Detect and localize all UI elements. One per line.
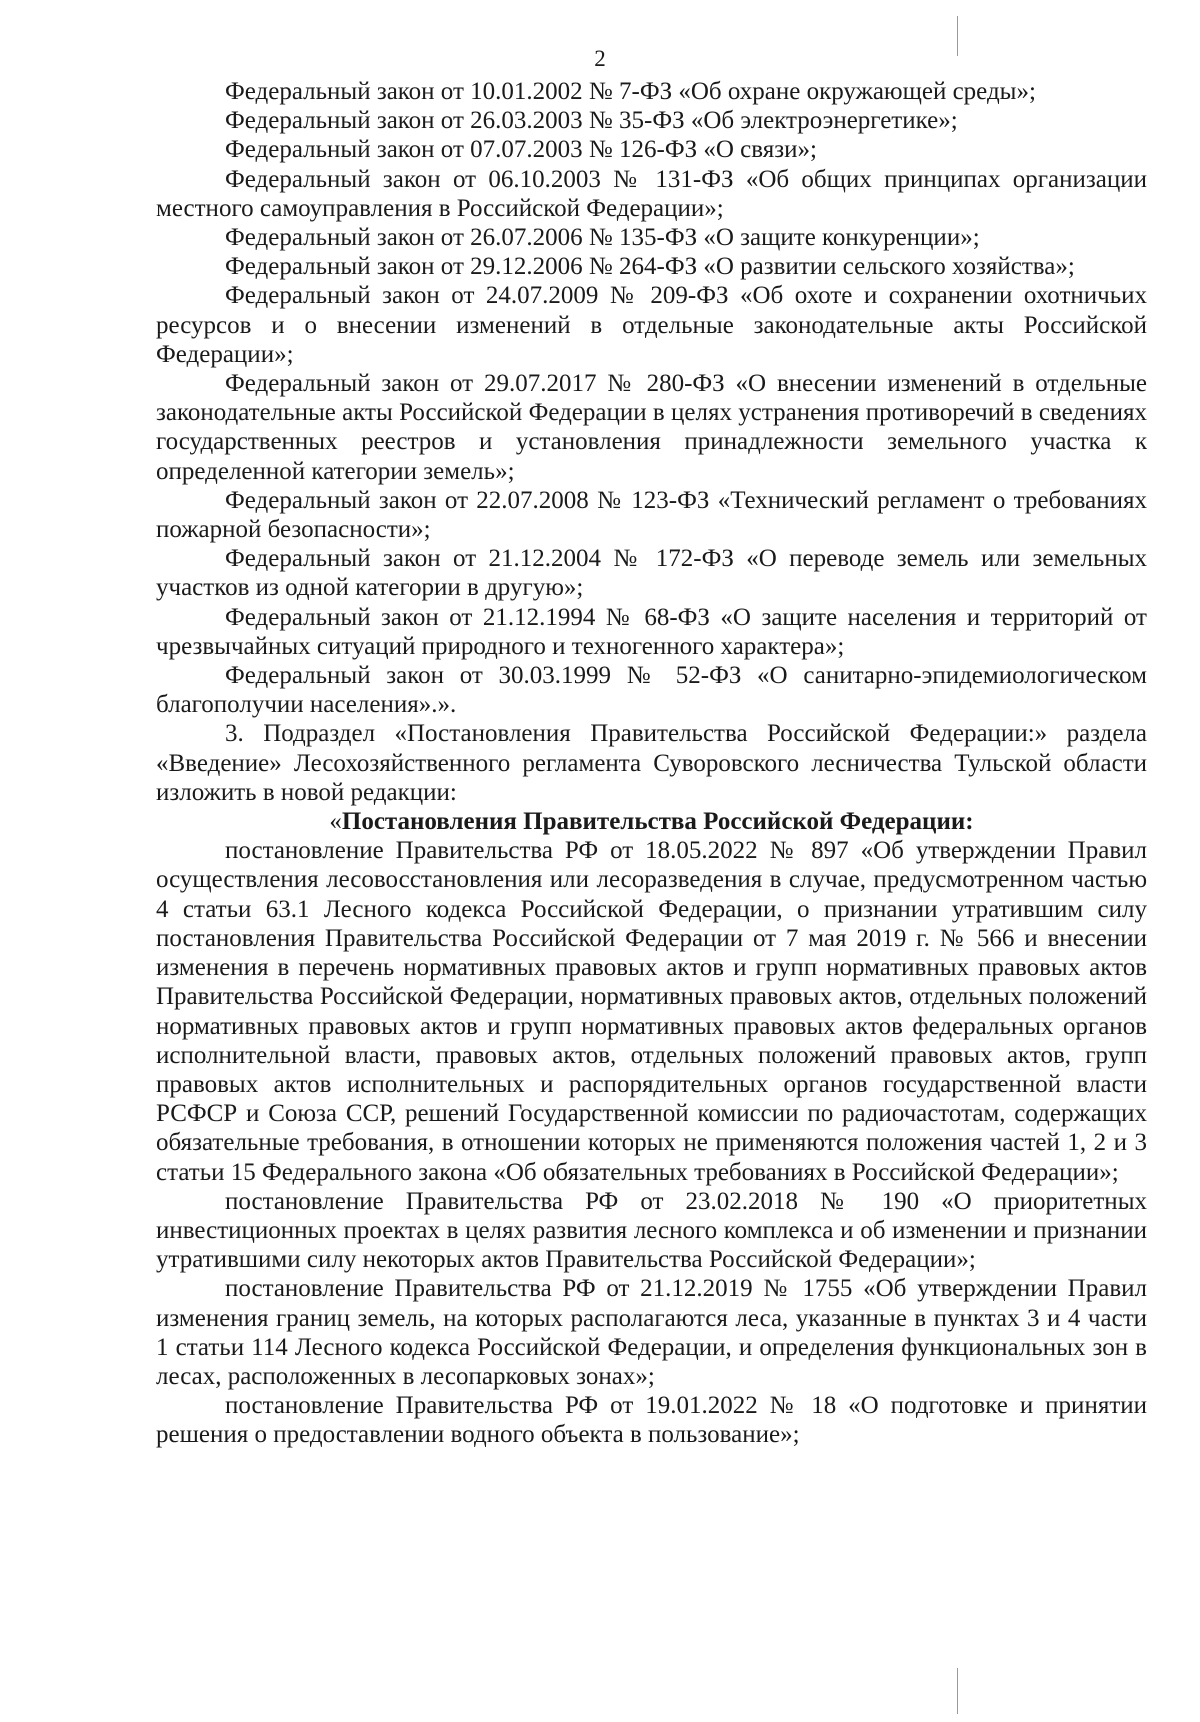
resolution-item: постановление Правительства РФ от 18.05.2022 № 897 «Об утверждении Правил осуществления лесовосстановления или лесоразведения в случае, предусмотренном частью 4 статьи 63.1 Лесного кодекса Российской Федерации, о признании утратившим силу постановления Правительства Российской Федерации от 7 мая 2019 г. № 566 и внесении изменения в перечень нормативных правовых актов и групп нормативных правовых актов Правительства Российской Федерации, нормативных правовых актов, отдельных положений нормативных правовых актов и групп нормативных правовых актов федеральных органов исполнительной власти, правовых актов, отдельных положений правовых актов, групп правовых актов исполнительных и распорядительных органов государственной власти РСФСР и Союза ССР, решений Государственной комиссии по радиочастотам, содержащих обязательные требования, в отношении которых не применяются положения частей 1, 2 и 3 статьи 15 Федерального закона «Об обязательных требованиях в Российской Федерации»;: [156, 837, 1147, 1186]
law-item: Федеральный закон от 29.12.2006 № 264-ФЗ «О развитии сельского хозяйства»;: [225, 253, 1075, 281]
law-item: Федеральный закон от 24.07.2009 № 209-ФЗ «Об охоте и сохранении охотничьих ресурсов и о внесении изменений в отдельные законодательные акты Российской Федерации»;: [156, 282, 1147, 368]
heading-open-quote: «: [329, 808, 342, 836]
scan-artifact-line: [957, 1668, 958, 1714]
resolution-item: постановление Правительства РФ от 21.12.2019 № 1755 «Об утверждении Правил изменения границ земель, на которых располагаются леса, указанные в пунктах 3 и 4 части 1 статьи 114 Лесного кодекса Российской Федерации, и определения функциональных зон в лесах, расположенных в лесопарковых зонах»;: [156, 1275, 1147, 1390]
heading-title: Постановления Правительства Российской Федерации:: [341, 808, 974, 836]
resolution-item: постановление Правительства РФ от 23.02.2018 № 190 «О приоритетных инвестиционных проектах в целях развития лесного комплекса и об изменении и признании утратившими силу некоторых актов Правительства Российской Федерации»;: [156, 1187, 1147, 1274]
law-item: Федеральный закон от 10.01.2002 № 7-ФЗ «Об охране окружающей среды»;: [225, 78, 1036, 105]
law-item: Федеральный закон от 06.10.2003 № 131-ФЗ «Об общих принципах организации местного самоуправления в Российской Федерации»;: [156, 165, 1147, 222]
law-item: Федеральный закон от 21.12.2004 № 172-ФЗ «О переводе земель или земельных участков из одной категории в другую»;: [156, 545, 1147, 602]
law-item: Федеральный закон от 21.12.1994 № 68-ФЗ «О защите населения и территорий от чрезвычайных ситуаций природного и техногенного характера»;: [156, 603, 1147, 660]
law-item: Федеральный закон от 29.07.2017 № 280-ФЗ «О внесении изменений в отдельные законодательные акты Российской Федерации в целях устранения противоречий в сведениях государственных реестров и установления принадлежности земельного участка к определенной категории земель»;: [156, 370, 1147, 485]
law-item: Федеральный закон от 30.03.1999 № 52-ФЗ «О санитарно-эпидемиологическом благополучии населения».».: [156, 662, 1147, 719]
law-item: Федеральный закон от 26.07.2006 № 135-ФЗ «О защите конкуренции»;: [225, 224, 980, 252]
law-item: Федеральный закон от 22.07.2008 № 123-ФЗ «Технический регламент о требованиях пожарной безопасности»;: [156, 486, 1147, 544]
law-item: Федеральный закон от 26.03.2003 № 35-ФЗ «Об электроэнергетике»;: [225, 107, 958, 135]
law-item: Федеральный закон от 07.07.2003 № 126-ФЗ «О связи»;: [225, 136, 817, 164]
resolution-item: постановление Правительства РФ от 19.01.2022 № 18 «О подготовке и принятии решения о предоставлении водного объекта в пользование»;: [156, 1392, 1147, 1449]
section-heading: [156, 807, 1147, 836]
document-body: [156, 77, 1147, 1450]
page-number: 2: [594, 46, 606, 71]
section-instruction: 3. Подраздел «Постановления Правительства Российской Федерации:» раздела «Введение» Лесохозяйственного регламента Суворовского лесничества Тульской области изложить в новой редакции:: [156, 720, 1147, 806]
